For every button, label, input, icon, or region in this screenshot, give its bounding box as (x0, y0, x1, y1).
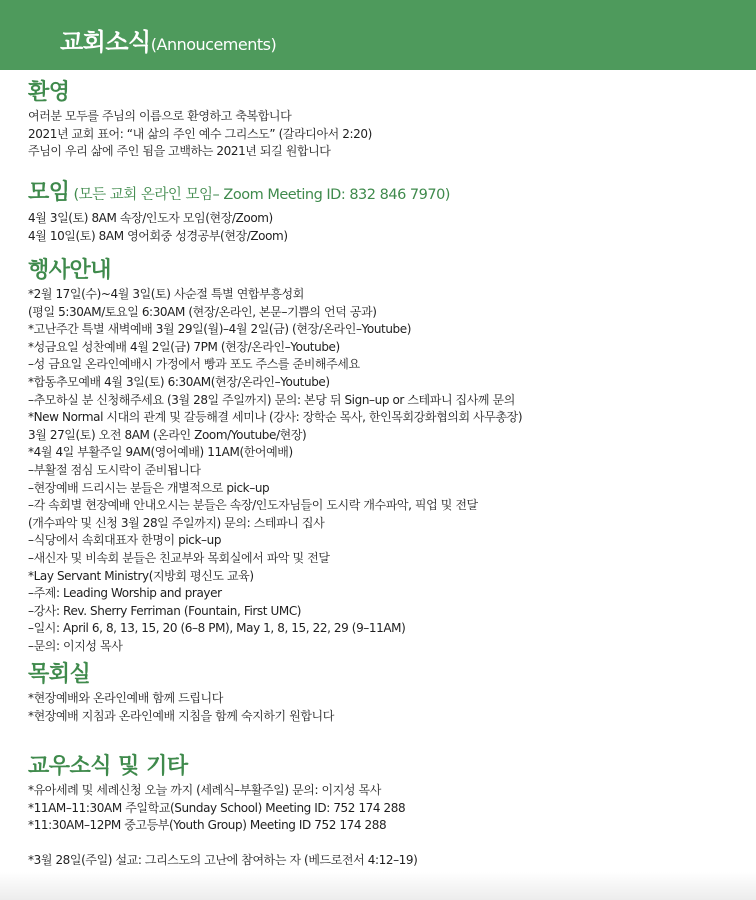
section-heading: 목회실 (28, 662, 91, 687)
text-line: 2021년 교회 표어: “내 삶의 주인 예수 그리스도” (갈라디아서 2:20) (28, 126, 372, 141)
text-line: –새신자 및 비속회 분들은 친교부와 목회실에서 파악 및 전달 (28, 550, 330, 565)
section-heading (28, 178, 450, 210)
text-line: –현장예배 드리시는 분들은 개별적으로 pick–up (28, 480, 270, 495)
text-line: 여러분 모두를 주님의 이름으로 환영하고 축복합니다 (28, 109, 292, 123)
text-line: –각 속회별 현장예배 안내오시는 분들은 속장/인도자님들이 도시락 개수파악, 픽업 및 전달 (28, 498, 478, 513)
text-line: –추모하실 분 신청해주세요 (3월 28일 주일까지) 문의: 본당 뒤 Sign–up or 스테파니 집사께 문의 (28, 392, 515, 407)
text-line: –일시: April 6, 8, 13, 15, 20 (6–8 PM), May 1, 8, 15, 22, 29 (9–11AM) (28, 621, 406, 636)
page-bottom-shade (0, 872, 756, 900)
title-text: 교회소식 (60, 28, 151, 56)
text-line: 주님이 우리 삶에 주인 됨을 고백하는 2021년 되길 원합니다 (28, 144, 331, 159)
text-line: –부활절 점심 도시락이 준비됩니다 (28, 462, 201, 477)
heading-text: 모임 (28, 180, 70, 205)
section-heading: 행사안내 (28, 258, 112, 283)
text-line: *합동추모예배 4월 3일(토) 6:30AM(현장/온라인–Youtube) (28, 374, 330, 389)
text-line: *현장예배와 온라인예배 함께 드립니다 (28, 691, 223, 705)
section-member-news (28, 752, 417, 870)
text-line: (평일 5:30AM/토요일 6:30AM (현장/온라인, 본문–기쁨의 언덕 공과) (28, 304, 377, 319)
section-heading: 교우소식 및 기타 (28, 754, 188, 779)
text-line: *성금요일 성찬예배 4월 2일(금) 7PM (현장/온라인–Youtube) (28, 339, 340, 354)
pastoral-lines (28, 690, 334, 725)
section-events (28, 256, 522, 655)
text-line: *4월 4일 부활주일 9AM(영어예배) 11AM(한어예배) (28, 445, 293, 460)
text-line: *3월 28일(주일) 설교: 그리스도의 고난에 참여하는 자 (베드로전서 4:12–19) (28, 853, 418, 868)
text-line (28, 835, 417, 853)
text-line: –강사: Rev. Sherry Ferriman (Fountain, First UMC) (28, 603, 302, 618)
meetings-lines (28, 210, 450, 245)
section-pastoral-office (28, 660, 334, 725)
text-line: *2월 17일(수)~4월 3일(토) 사순절 특별 연합부흥성회 (28, 287, 304, 301)
section-heading: 환영 (28, 80, 70, 105)
text-line: –성 금요일 온라인예배시 가정에서 빵과 포도 주스를 준비해주세요 (28, 357, 360, 372)
text-line: 3월 27일(토) 오전 8AM (온라인 Zoom/Youtube/현장) (28, 427, 307, 442)
text-line: *Lay Servant Ministry(지방회 평신도 교육) (28, 568, 254, 583)
text-line: –문의: 이지성 목사 (28, 638, 123, 653)
text-line: *New Normal 시대의 관계 및 갈등해결 세미나 (강사: 장학순 목사, 한인목회강화협의회 사무총장) (28, 410, 523, 425)
text-line: –주제: Leading Worship and prayer (28, 586, 222, 601)
page-title (60, 22, 276, 57)
text-line: 4월 3일(토) 8AM 속장/인도자 모임(현장/Zoom) (28, 211, 273, 225)
section-meetings (28, 178, 450, 245)
text-line: *고난주간 특별 새벽예배 3월 29일(월)–4월 2일(금) (현장/온라인–Youtube) (28, 322, 412, 337)
text-line: *유아세례 및 세례신청 오늘 까지 (세례식–부활주일) 문의: 이지성 목사 (28, 783, 381, 797)
text-line: –식당에서 속회대표자 한명이 pick–up (28, 533, 222, 548)
events-lines (28, 286, 522, 655)
header-banner (0, 0, 756, 70)
news-lines (28, 782, 417, 870)
text-line: 4월 10일(토) 8AM 영어회중 성경공부(현장/Zoom) (28, 228, 288, 243)
text-line: *현장예배 지침과 온라인예배 지침을 함께 숙지하기 원합니다 (28, 708, 334, 723)
section-welcome (28, 78, 372, 161)
welcome-lines (28, 108, 372, 161)
zoom-meeting-note: (모든 교회 온라인 모임– Zoom Meeting ID: 832 846 7970) (73, 187, 450, 203)
title-subtitle: (Annoucements) (150, 35, 277, 54)
text-line: *11AM–11:30AM 주일학교(Sunday School) Meeting ID: 752 174 288 (28, 800, 406, 815)
text-line: *11:30AM–12PM 중고등부(Youth Group) Meeting ID 752 174 288 (28, 818, 387, 833)
text-line: (개수파악 및 신청 3월 28일 주일까지) 문의: 스테파니 집사 (28, 515, 325, 530)
